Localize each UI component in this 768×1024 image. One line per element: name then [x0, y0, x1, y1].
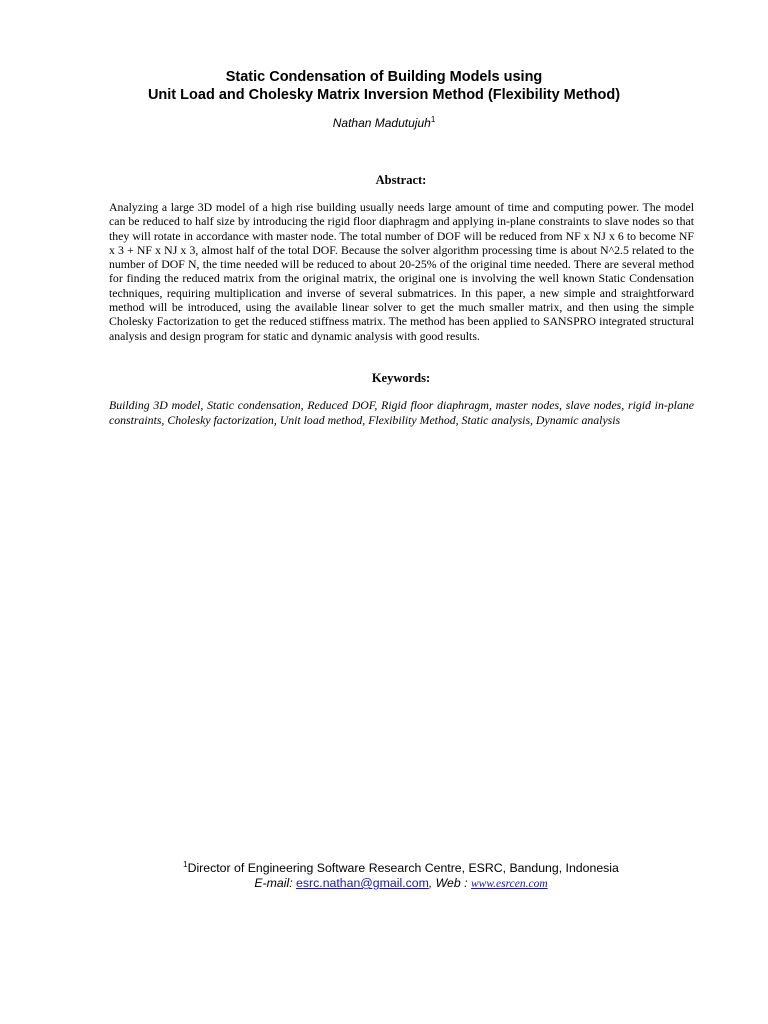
keywords-heading: Keywords: [371, 371, 431, 385]
web-link[interactable]: www.esrcen.com [470, 878, 548, 890]
paper-title-line-2: Unit Load and Cholesky Matrix Inversion Method (Flexibility Method) [147, 87, 621, 103]
email-label: E-mail: [254, 876, 293, 890]
paper-title-line-1: Static Condensation of Building Models using [225, 69, 543, 85]
web-separator: , Web : [428, 876, 468, 890]
abstract-text: Analyzing a large 3D model of a high rise building usually needs large amount of time and computing power. The model can be reduced to half size by introducing the rigid floor diaphragm and applying in-plane constraints to slave nodes so that they will rotate in accordance with master node. The total number of DOF will be reduced from NF x NJ x 6 to become NF x 3 + NF x NJ x 3, almost half of the total DOF. Because the solver algorithm processing time is about N^2.5 related to the number of DOF N, the time needed will be reduced to about 20-25% of the original time needed. There are several method for finding the reduced matrix from the original matrix, the original one is involving the well known Static Condensation techniques, requiring multiplication and inverse of several submatrices. In this paper, a new simple and straightforward method will be introduced, using the available linear solver to get the much smaller matrix, and then using the simple Cholesky Factorization to get the reduced stiffness matrix. The method has been applied to SANSPRO integrated structural analysis and design program for static and dynamic analysis with good results. [109, 200, 694, 343]
author-name-text: Nathan Madutujuh [332, 116, 431, 130]
keywords-text: Building 3D model, Static condensation, Reduced DOF, Rigid floor diaphragm, master nodes, slave nodes, rigid in-plane constraints, Cholesky factorization, Unit load method, Flexibility Method, Static analysis, Dynamic analysis [109, 398, 694, 427]
abstract-heading: Abstract: [375, 173, 427, 187]
affiliation-footnote [0, 861, 768, 876]
affiliation-text: Director of Engineering Software Research Centre, ESRC, Bandung, Indonesia [187, 861, 619, 875]
author-name [0, 116, 768, 130]
affiliation-footnote-mark: 1 [183, 859, 188, 869]
email-link[interactable]: esrc.nathan@gmail.com [296, 876, 429, 890]
contact-line [0, 876, 768, 892]
author-footnote-mark: 1 [430, 115, 436, 124]
